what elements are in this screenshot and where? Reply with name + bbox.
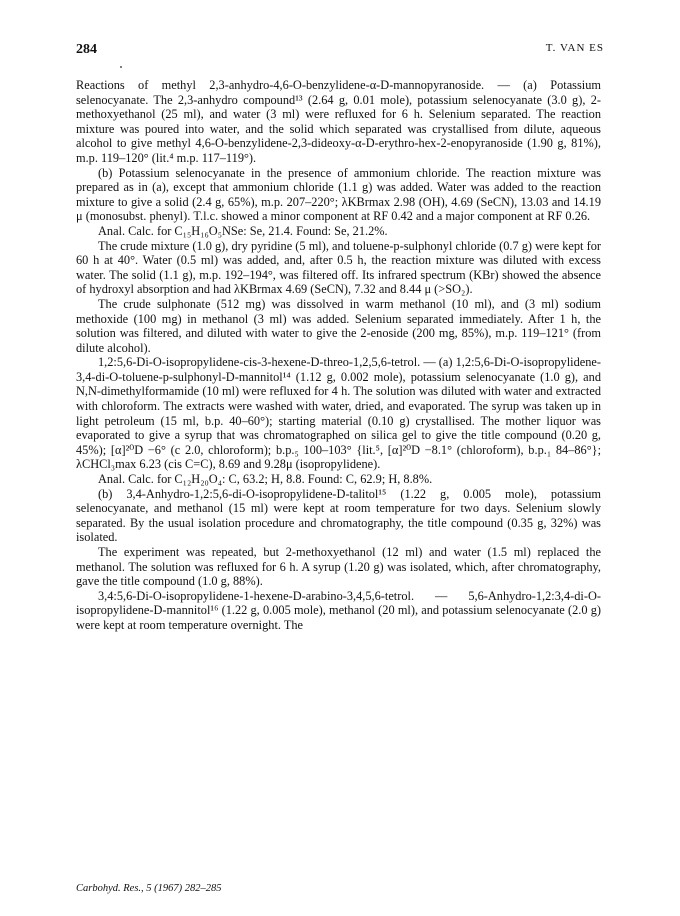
- paragraph-analysis-2: Anal. Calc. for C₁₂H₂₀O₄: C, 63.2; H, 8.8. Found: C, 62.9; H, 8.8%.: [98, 472, 433, 487]
- body-text: [76, 78, 601, 633]
- paragraph-hexene: 3,4:5,6-Di-O-isopropylidene-1-hexene-D-arabino-3,4,5,6-tetrol. — 5,6-Anhydro-1,2:3,4-di-O-isopropylidene-D-mannitol¹⁶ (1.22 g, 0.005 mole), methanol (20 ml), and potassium selenocyanate (2.0 g) were kept at room temperature overnight. The: [76, 588, 601, 632]
- page-header: [76, 42, 604, 60]
- paragraph-sulphonate: The crude sulphonate (512 mg) was dissolved in warm methanol (10 ml), and (3 ml) sodium methoxide (100 mg) in methanol (3 ml) was added. Selenium separated immediately. After 1 h, the solution was filtered, and diluted with water to give the 2-enoside (200 mg, 85%), m.p. 119–121° (from dilute alcohol).: [76, 296, 601, 355]
- paragraph-ammonium-chloride: (b) Potassium selenocyanate in the presence of ammonium chloride. The reaction mixture was prepared as in (a), except that ammonium chloride (1.1 g) was added. Water was added to the reaction mixture to give a solid (2.4 g, 65%), m.p. 207–220°; λKBrmax 2.98 (OH), 4.69 (SeCN), 13.03 and 14.19 μ (monosubst. phenyl). T.l.c. showed a minor component at RF 0.42 and a major component at RF 0.26.: [76, 165, 601, 224]
- paragraph-mannopyranoside-reactions: Reactions of methyl 2,3-anhydro-4,6-O-benzylidene-α-D-mannopyranoside. — (a) Potassium selenocyanate. The 2,3-anhydro compound¹³ (2.64 g, 0.01 mole), potassium selenocyanate (3.0 g), 2-methoxyethanol (25 ml), and water (3 ml) were refluxed for 6 h. Selenium separated. The reaction mixture was poured into water, and the solid which separated was crystallised from dilute, aqueous alcohol to give methyl 4,6-O-benzylidene-2,3-dideoxy-α-D-erythro-hex-2-enopyranoside (1.90 g, 81%), m.p. 119–120° (lit.⁴ m.p. 117–119°).: [76, 78, 601, 165]
- footer-citation: Carbohyd. Res., 5 (1967) 282–285: [76, 883, 222, 894]
- paragraph-analysis-1: Anal. Calc. for C₁₅H₁₆O₅NSe: Se, 21.4. Found: Se, 21.2%.: [98, 223, 388, 238]
- paragraph-repeat: The experiment was repeated, but 2-methoxyethanol (12 ml) and water (1.5 ml) replaced the methanol. The solution was refluxed for 6 h. A syrup (1.20 g) was isolated, which, after chromatography, gave the title compound (1.0 g, 88%).: [76, 545, 601, 589]
- paragraph-tosylation: The crude mixture (1.0 g), dry pyridine (5 ml), and toluene-p-sulphonyl chloride (0.7 g) were kept for 60 h at 40°. Water (0.5 ml) was added, and, after 0.5 h, the reaction mixture was diluted with excess water. The solid (1.1 g), m.p. 192–194°, was filtered off. Its infrared spectrum (KBr) showed the absence of hydroxyl absorption and had λKBrmax 4.69 (SeCN), 7.32 and 8.44 μ (>SO₂).: [76, 238, 601, 297]
- paragraph-tetrol-a: 1,2:5,6-Di-O-isopropylidene-cis-3-hexene-D-threo-1,2,5,6-tetrol. — (a) 1,2:5,6-Di-O-isopropylidene-3,4-di-O-toluene-p-sulphonyl-D-mannitol¹⁴ (1.12 g, 0.002 mole), potassium selenocyanate (1.0 g), and N,N-dimethylformamide (10 ml) were refluxed for 4 h. The solution was diluted with water and extracted with chloroform. The extracts were washed with water, dried, and evaporated. The syrup was taken up in light petroleum (15 ml, b.p. 40–60°); starting material (0.10 g) crystallised. The mother liquor was evaporated to give a syrup that was chromatographed on silica gel to give the title compound (0.20 g, 45%); [α]²⁰D −6° (c 2.0, chloroform); b.p.₅ 100–103° {lit.⁵, [α]²⁰D −8.1° (chloroform), b.p.₁ 84–86°}; λCHCl₃max 6.23 (cis C=C), 8.69 and 9.28μ (isopropylidene).: [76, 355, 601, 472]
- header-mark: [120, 66, 122, 68]
- running-head: T. VAN ES: [545, 42, 604, 54]
- page-number: 284: [76, 42, 97, 57]
- paragraph-tetrol-b: (b) 3,4-Anhydro-1,2:5,6-di-O-isopropylidene-D-talitol¹⁵ (1.22 g, 0.005 mole), potassium selenocyanate, and methanol (15 ml) were kept at room temperature for two days. Selenium slowly separated. By the usual isolation procedure and chromatography, the title compound (0.35 g, 32%) was isolated.: [76, 486, 601, 545]
